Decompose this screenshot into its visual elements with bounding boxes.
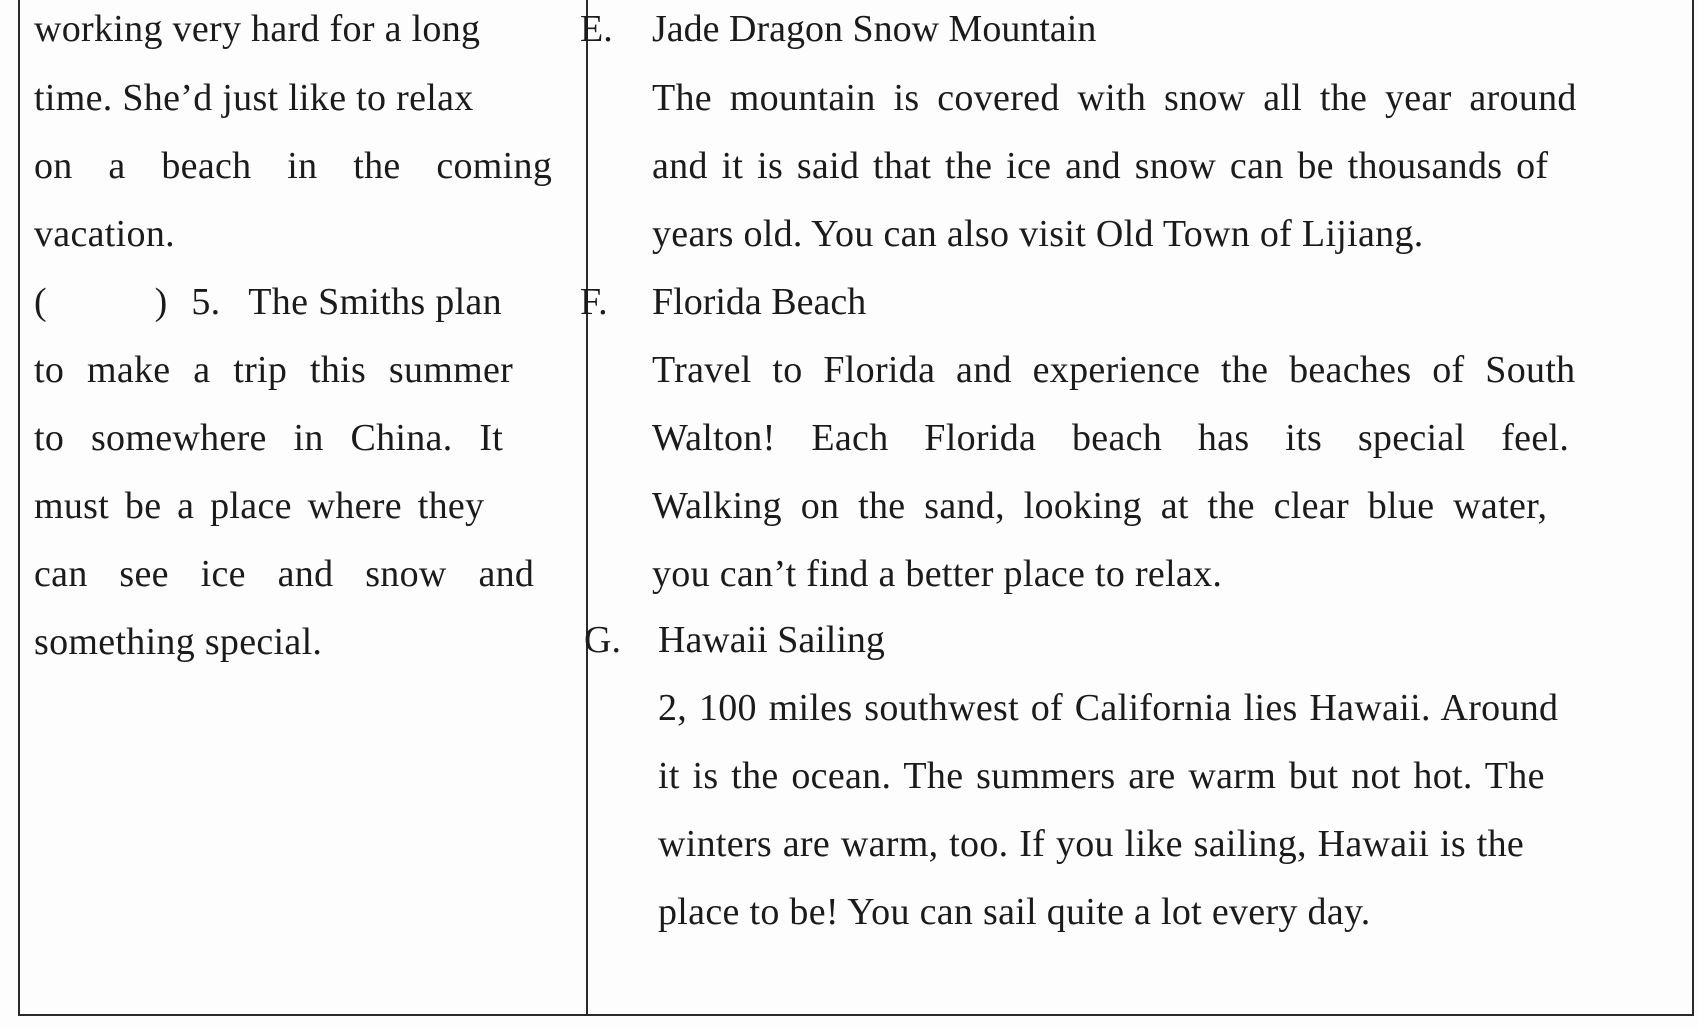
option-g-title: Hawaii Sailing — [658, 619, 885, 661]
option-f-line-4: you can’t find a better place to relax. — [652, 553, 1223, 595]
question-5-line-4-text: must be a place where they — [34, 485, 485, 527]
answer-blank-open-paren: ( — [34, 281, 47, 323]
left-line-2 — [34, 61, 546, 135]
option-e-line-2: and it is said that the ice and snow can be thousands of — [652, 145, 1549, 187]
option-f-letter: F. — [580, 281, 608, 323]
answer-blank-close-paren: ) — [154, 281, 168, 323]
column-divider — [586, 0, 588, 1016]
question-5-line-5 — [34, 537, 546, 611]
option-e-letter: E. — [580, 8, 613, 50]
question-5-line-1-text: The Smiths plan — [248, 281, 502, 323]
question-5-line-3 — [34, 401, 546, 475]
question-5-line-6-text: something special. — [34, 621, 323, 663]
option-f-line-3: Walking on the sand, looking at the clear blue water, — [652, 485, 1548, 527]
question-5-line-5-text: can see ice and snow and — [34, 553, 535, 595]
left-line-3 — [34, 129, 553, 203]
option-e-line-3: years old. You can also visit Old Town of Lijiang. — [652, 213, 1424, 255]
option-f-line-2: Walton! Each Florida beach has its special feel. — [652, 417, 1570, 459]
left-line-4 — [34, 197, 175, 271]
option-g-letter: G. — [584, 619, 621, 661]
left-line-3-text: on a beach in the coming — [34, 145, 553, 187]
option-e-title: Jade Dragon Snow Mountain — [652, 8, 1097, 50]
option-f-line-1: Travel to Florida and experience the beaches of South — [652, 349, 1576, 391]
question-5-first-line — [34, 265, 546, 339]
left-line-1-text: working very hard for a long — [34, 8, 481, 50]
option-g-line-1: 2, 100 miles southwest of California lies Hawaii. Around — [658, 687, 1559, 729]
option-g-line-2: it is the ocean. The summers are warm but not hot. The — [658, 755, 1545, 797]
left-line-1 — [34, 0, 546, 66]
option-f-title: Florida Beach — [652, 281, 867, 323]
left-line-4-text: vacation. — [34, 213, 175, 255]
question-5-line-6 — [34, 605, 322, 679]
option-e-line-1: The mountain is covered with snow all the year around — [652, 77, 1577, 119]
question-5-line-3-text: to somewhere in China. It — [34, 417, 504, 459]
left-line-2-text: time. She’d just like to relax — [34, 77, 474, 119]
option-g-line-3: winters are warm, too. If you like sailing, Hawaii is the — [658, 823, 1525, 865]
question-5-line-4 — [34, 469, 546, 543]
option-g-line-4: place to be! You can sail quite a lot every day. — [658, 891, 1371, 933]
question-5-line-2 — [34, 333, 546, 407]
question-number: 5. — [191, 281, 221, 323]
question-5-line-2-text: to make a trip this summer — [34, 349, 514, 391]
